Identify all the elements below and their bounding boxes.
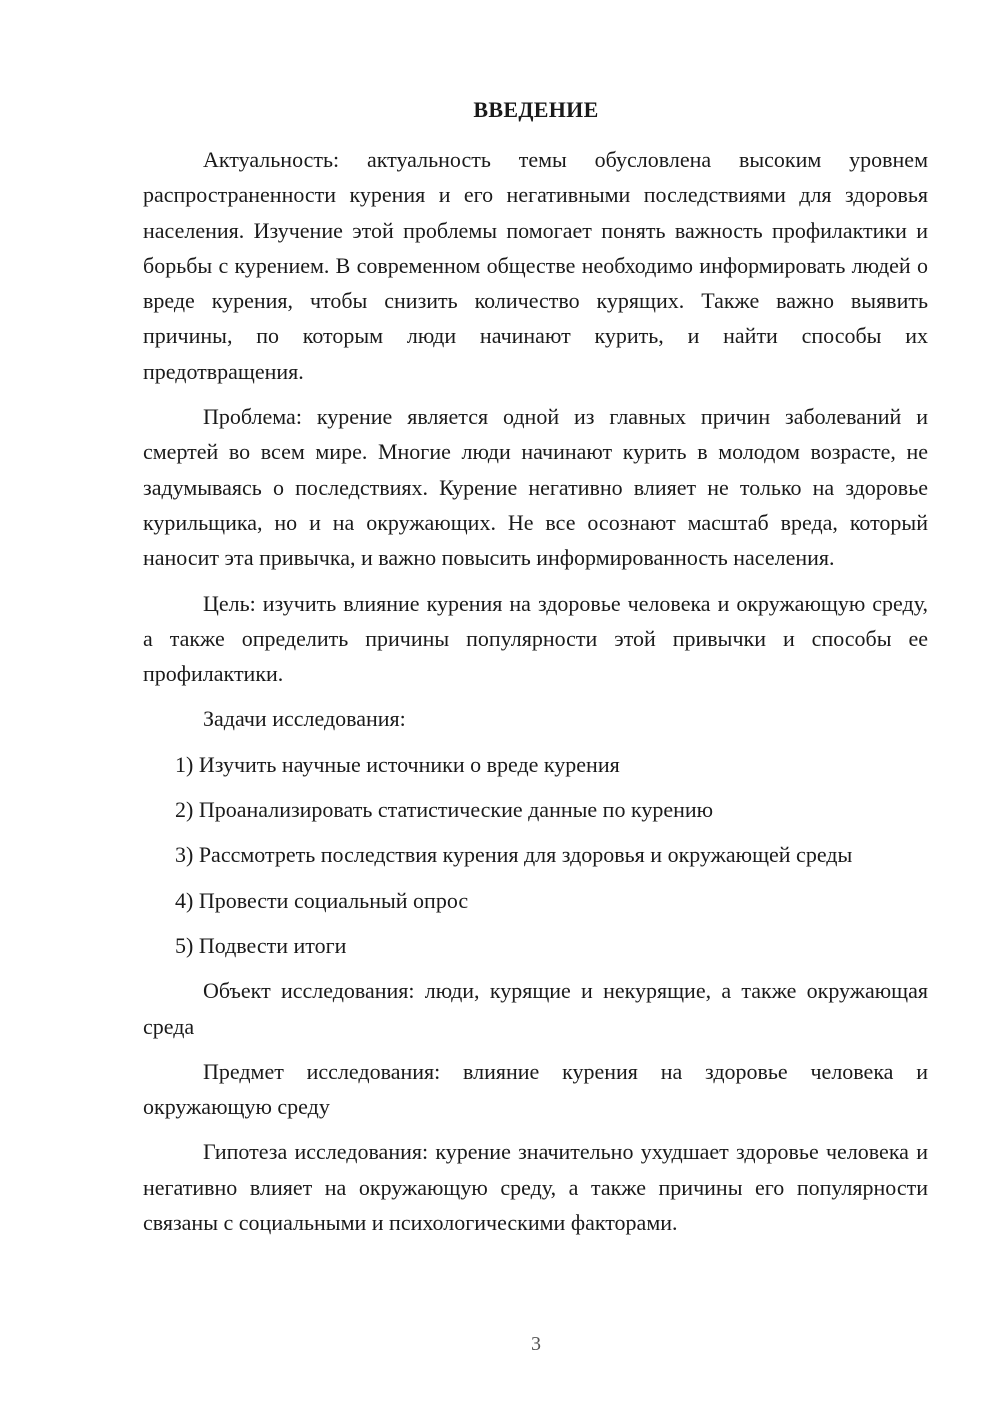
task-item-5: 5) Подвести итоги bbox=[175, 932, 347, 958]
section-title: ВВЕДЕНИЕ bbox=[473, 97, 599, 122]
tasks-heading: Задачи исследования: bbox=[203, 706, 406, 732]
relevance-paragraph: Актуальность: актуальность темы обусловлена высоким уровнем распространенности курения и его негативными последствиями для здоровья населения. Изучение этой проблемы помогает понять важность профилактики и борьбы с курением. В современном обществе необходимо информировать людей о вреде курения, чтобы снизить количество курящих. Также важно выявить причины, по которым люди начинают курить, и найти способы их предотвращения. bbox=[143, 147, 928, 384]
subject-paragraph: Предмет исследования: влияние курения на здоровье человека и окружающую среду bbox=[143, 1058, 928, 1120]
task-item-4: 4) Провести социальный опрос bbox=[175, 887, 469, 913]
hypothesis-paragraph: Гипотеза исследования: курение значительно ухудшает здоровье человека и негативно влияет на окружающую среду, а также причины его популярности связаны с социальными и психологическими факторами. bbox=[143, 1139, 928, 1236]
object-paragraph: Объект исследования: люди, курящие и некурящие, а также окружающая среда bbox=[143, 978, 928, 1039]
task-item-1: 1) Изучить научные источники о вреде курения bbox=[175, 751, 620, 777]
goal-paragraph: Цель: изучить влияние курения на здоровье человека и окружающую среду, а также определить причины популярности этой привычки и способы ее профилактики. bbox=[143, 590, 928, 687]
document-body bbox=[143, 142, 928, 1240]
task-item-2: 2) Проанализировать статистические данные по курению bbox=[175, 797, 714, 823]
task-item-3: 3) Рассмотреть последствия курения для здоровья и окружающей среды bbox=[175, 842, 853, 868]
page-number: 3 bbox=[531, 1333, 541, 1355]
problem-paragraph: Проблема: курение является одной из главных причин заболеваний и смертей во всем мире. Многие люди начинают курить в молодом возрасте, не задумываясь о последствиях. Курение негативно влияет не только на здоровье курильщика, но и на окружающих. Не все осознают масштаб вреда, который наносит эта привычка, и важно повысить информированность населения. bbox=[143, 404, 928, 571]
